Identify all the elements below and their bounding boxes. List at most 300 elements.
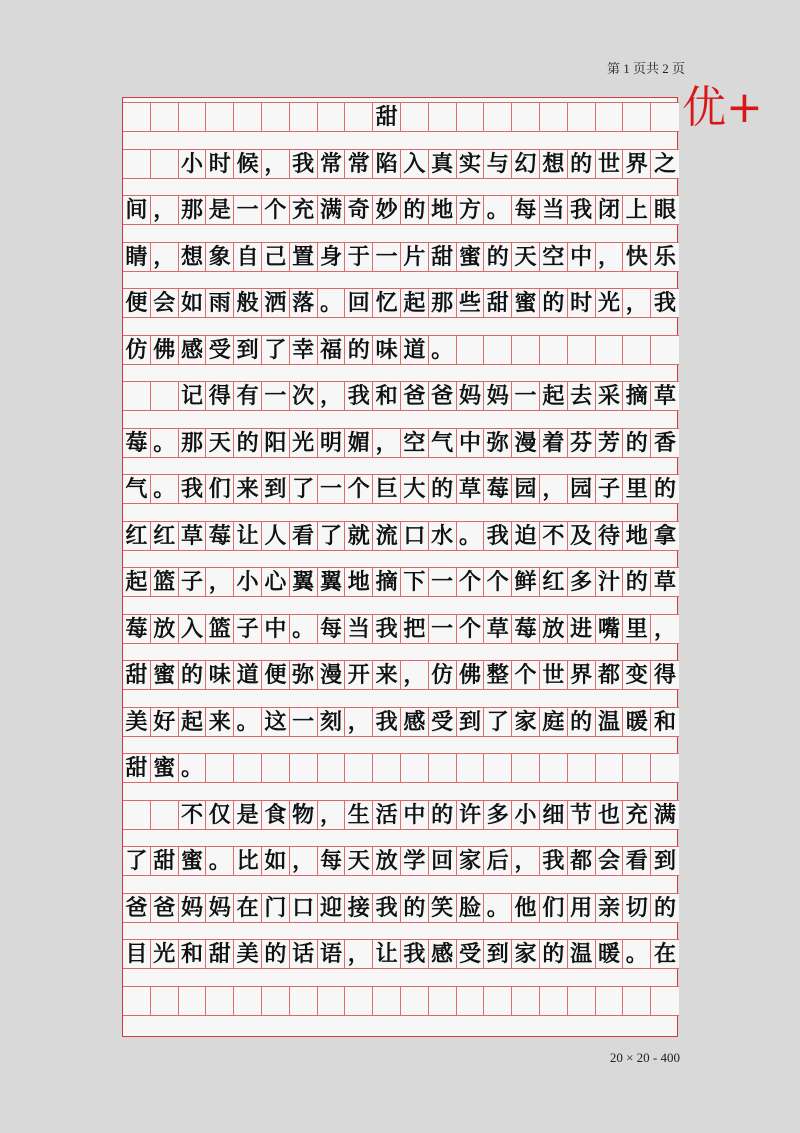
grid-cell: 空 bbox=[540, 243, 568, 271]
grid-cell: 漫 bbox=[318, 661, 346, 689]
grid-cell: 一 bbox=[429, 568, 457, 596]
grid-cell: 。 bbox=[623, 940, 651, 968]
grid-cell: 口 bbox=[401, 522, 429, 550]
grid-cell: 草 bbox=[457, 475, 485, 503]
grid-cell: 个 bbox=[457, 568, 485, 596]
grid-cell: 充 bbox=[623, 801, 651, 829]
grid-cell: 身 bbox=[318, 243, 346, 271]
grid-cell bbox=[234, 103, 262, 131]
grid-cell: 。 bbox=[290, 615, 318, 643]
grid-row bbox=[123, 288, 679, 318]
grid-cell: 园 bbox=[512, 475, 540, 503]
grid-cell: 爸 bbox=[429, 382, 457, 410]
grid-cell bbox=[206, 754, 234, 782]
grid-cell: 个 bbox=[512, 661, 540, 689]
grid-cell: 漫 bbox=[512, 429, 540, 457]
grid-cell: 的 bbox=[179, 661, 207, 689]
grid-row bbox=[123, 521, 679, 551]
grid-cell: 。 bbox=[151, 429, 179, 457]
grid-cell: 笑 bbox=[429, 894, 457, 922]
grid-cell: 。 bbox=[484, 196, 512, 224]
grid-cell: 让 bbox=[373, 940, 401, 968]
grid-cell: ， bbox=[512, 847, 540, 875]
grid-cell bbox=[512, 754, 540, 782]
grid-cell bbox=[262, 103, 290, 131]
grid-cell: 水 bbox=[429, 522, 457, 550]
grid-cell: 多 bbox=[568, 568, 596, 596]
grid-cell: 一 bbox=[234, 196, 262, 224]
grid-cell: 食 bbox=[262, 801, 290, 829]
grid-cell bbox=[457, 754, 485, 782]
grid-cell: 仿 bbox=[429, 661, 457, 689]
grid-cell: 门 bbox=[262, 894, 290, 922]
grid-cell: 蜜 bbox=[457, 243, 485, 271]
grid-cell bbox=[401, 754, 429, 782]
grid-cell: 个 bbox=[457, 615, 485, 643]
grid-cell: ， bbox=[540, 475, 568, 503]
grid-cell bbox=[457, 336, 485, 364]
grid-cell: 般 bbox=[234, 289, 262, 317]
grid-cell: 翼 bbox=[318, 568, 346, 596]
grid-cell bbox=[318, 754, 346, 782]
grid-cell: 睛 bbox=[123, 243, 151, 271]
grid-cell: 感 bbox=[401, 708, 429, 736]
grid-cell: 整 bbox=[484, 661, 512, 689]
grid-cell: 的 bbox=[540, 289, 568, 317]
grid-cell: 暖 bbox=[623, 708, 651, 736]
grid-cell: 我 bbox=[568, 196, 596, 224]
grid-cell: 光 bbox=[596, 289, 624, 317]
grid-cell: 里 bbox=[623, 475, 651, 503]
grid-cell: 媚 bbox=[345, 429, 373, 457]
grid-cell: 那 bbox=[179, 429, 207, 457]
grid-cell: 也 bbox=[596, 801, 624, 829]
grid-cell: 光 bbox=[151, 940, 179, 968]
grid-cell: 开 bbox=[345, 661, 373, 689]
grid-cell: 流 bbox=[373, 522, 401, 550]
grid-cell: ， bbox=[151, 243, 179, 271]
grid-cell: 草 bbox=[484, 615, 512, 643]
grid-cell: 都 bbox=[596, 661, 624, 689]
grid-cell: ， bbox=[596, 243, 624, 271]
grid-cell: 一 bbox=[262, 382, 290, 410]
grid-cell bbox=[345, 754, 373, 782]
grid-cell: 大 bbox=[401, 475, 429, 503]
grid-cell: 福 bbox=[318, 336, 346, 364]
grid-row bbox=[123, 474, 679, 504]
grid-cell: 妈 bbox=[484, 382, 512, 410]
grid-cell: 切 bbox=[623, 894, 651, 922]
grid-cell: 在 bbox=[234, 894, 262, 922]
grid-cell: 摘 bbox=[373, 568, 401, 596]
grid-cell: 。 bbox=[151, 475, 179, 503]
grid-cell: 味 bbox=[373, 336, 401, 364]
grid-cell: 着 bbox=[540, 429, 568, 457]
grid-cell: ， bbox=[262, 150, 290, 178]
grid-cell: 一 bbox=[290, 708, 318, 736]
grid-cell: 便 bbox=[123, 289, 151, 317]
grid-cell: 些 bbox=[457, 289, 485, 317]
grid-cell: 中 bbox=[457, 429, 485, 457]
grid-cell: ， bbox=[206, 568, 234, 596]
grid-cell: 仿 bbox=[123, 336, 151, 364]
grid-cell: 园 bbox=[568, 475, 596, 503]
grid-cell: 一 bbox=[429, 615, 457, 643]
grid-cell: 入 bbox=[179, 615, 207, 643]
grid-cell bbox=[568, 103, 596, 131]
grid-cell bbox=[151, 382, 179, 410]
grid-cell bbox=[596, 754, 624, 782]
grid-cell: 妈 bbox=[457, 382, 485, 410]
grid-cell: 回 bbox=[345, 289, 373, 317]
grid-cell: 甜 bbox=[429, 243, 457, 271]
grid-cell bbox=[512, 103, 540, 131]
grid-cell: 温 bbox=[568, 940, 596, 968]
grid-cell bbox=[651, 754, 679, 782]
grid-cell: 地 bbox=[429, 196, 457, 224]
grid-row bbox=[123, 195, 679, 225]
grid-cell: 红 bbox=[540, 568, 568, 596]
grid-cell: 的 bbox=[568, 708, 596, 736]
grid-cell: 们 bbox=[540, 894, 568, 922]
grid-cell: 嘴 bbox=[596, 615, 624, 643]
grid-cell: 都 bbox=[568, 847, 596, 875]
grid-cell: 来 bbox=[206, 708, 234, 736]
grid-cell: 了 bbox=[123, 847, 151, 875]
grid-cell: 物 bbox=[290, 801, 318, 829]
grid-cell bbox=[568, 754, 596, 782]
grid-cell: 中 bbox=[401, 801, 429, 829]
grid-cell: 摘 bbox=[623, 382, 651, 410]
grid-cell: 回 bbox=[429, 847, 457, 875]
grid-cell: 去 bbox=[568, 382, 596, 410]
grid-cell bbox=[457, 987, 485, 1015]
grid-cell: 人 bbox=[262, 522, 290, 550]
grid-cell: 实 bbox=[457, 150, 485, 178]
grid-cell: 候 bbox=[234, 150, 262, 178]
grid-cell bbox=[290, 987, 318, 1015]
grid-cell: 。 bbox=[206, 847, 234, 875]
grid-cell: 天 bbox=[206, 429, 234, 457]
grid-cell: 活 bbox=[373, 801, 401, 829]
grid-cell: 入 bbox=[401, 150, 429, 178]
grid-cell: 我 bbox=[401, 940, 429, 968]
title-row bbox=[123, 102, 679, 132]
grid-cell: ， bbox=[290, 847, 318, 875]
grid-cell: 起 bbox=[179, 708, 207, 736]
grid-cell: 气 bbox=[123, 475, 151, 503]
grid-cell: 温 bbox=[596, 708, 624, 736]
grid-cell bbox=[401, 987, 429, 1015]
grid-cell: 的 bbox=[429, 475, 457, 503]
grid-cell bbox=[373, 754, 401, 782]
grid-cell: 庭 bbox=[540, 708, 568, 736]
grid-cell bbox=[596, 336, 624, 364]
grid-cell: 常 bbox=[318, 150, 346, 178]
grid-cell: 的 bbox=[429, 801, 457, 829]
grid-cell: 待 bbox=[596, 522, 624, 550]
grid-cell: 阳 bbox=[262, 429, 290, 457]
grid-cell: 生 bbox=[345, 801, 373, 829]
grid-cell: 会 bbox=[596, 847, 624, 875]
grid-cell bbox=[318, 987, 346, 1015]
grid-cell: 感 bbox=[429, 940, 457, 968]
grid-cell: 个 bbox=[345, 475, 373, 503]
grid-cell: 忆 bbox=[373, 289, 401, 317]
grid-cell: 天 bbox=[345, 847, 373, 875]
grid-cell: 美 bbox=[234, 940, 262, 968]
grid-cell: 我 bbox=[290, 150, 318, 178]
grid-cell bbox=[401, 103, 429, 131]
grid-cell: 的 bbox=[401, 196, 429, 224]
grid-cell: 他 bbox=[512, 894, 540, 922]
composition-grid bbox=[122, 97, 678, 1037]
grid-cell: 爸 bbox=[401, 382, 429, 410]
grid-cell bbox=[651, 103, 679, 131]
grid-cell: 语 bbox=[318, 940, 346, 968]
grid-cell: 莓 bbox=[512, 615, 540, 643]
grid-cell: 气 bbox=[429, 429, 457, 457]
grid-cell bbox=[373, 987, 401, 1015]
grid-cell: 世 bbox=[596, 150, 624, 178]
grid-cell: 界 bbox=[568, 661, 596, 689]
grid-cell: ， bbox=[318, 801, 346, 829]
grid-cell bbox=[123, 801, 151, 829]
grid-cell: ， bbox=[654, 615, 677, 642]
grid-cell: 我 bbox=[345, 382, 373, 410]
grid-cell bbox=[318, 103, 346, 131]
grid-cell: 子 bbox=[179, 568, 207, 596]
grid-cell: 到 bbox=[654, 848, 677, 874]
grid-cell: 甜 bbox=[151, 847, 179, 875]
grid-cell bbox=[151, 103, 179, 131]
grid-cell: 一 bbox=[318, 475, 346, 503]
grid-cell: 甜 bbox=[484, 289, 512, 317]
grid-cell: 的 bbox=[345, 336, 373, 364]
grid-cell: 一 bbox=[512, 382, 540, 410]
grid-row bbox=[123, 800, 679, 830]
grid-cell: 每 bbox=[512, 196, 540, 224]
grid-cell: 界 bbox=[623, 150, 651, 178]
grid-cell: 想 bbox=[179, 243, 207, 271]
grid-cell: 把 bbox=[401, 615, 429, 643]
grid-cell: 。 bbox=[234, 708, 262, 736]
grid-cell: 目 bbox=[123, 940, 151, 968]
grid-cell: 鲜 bbox=[512, 568, 540, 596]
grid-cell: 时 bbox=[206, 150, 234, 178]
grid-cell: 的 bbox=[623, 568, 651, 596]
grid-cell: 节 bbox=[568, 801, 596, 829]
grid-row bbox=[123, 707, 679, 737]
grid-cell: 草 bbox=[654, 569, 677, 595]
grid-cell: 会 bbox=[151, 289, 179, 317]
grid-cell bbox=[234, 987, 262, 1015]
grid-cell: 暖 bbox=[596, 940, 624, 968]
grid-cell bbox=[540, 336, 568, 364]
grid-cell bbox=[512, 336, 540, 364]
grid-cell: 小 bbox=[179, 150, 207, 178]
grid-cell bbox=[151, 150, 179, 178]
grid-cell: 子 bbox=[234, 615, 262, 643]
grid-cell: 红 bbox=[151, 522, 179, 550]
grid-cell: 在 bbox=[654, 941, 677, 967]
grid-cell: 来 bbox=[373, 661, 401, 689]
grid-cell: 得 bbox=[654, 662, 677, 688]
grid-cell: 来 bbox=[234, 475, 262, 503]
grid-cell: 脸 bbox=[457, 894, 485, 922]
grid-cell: 置 bbox=[290, 243, 318, 271]
grid-cell: 芬 bbox=[568, 429, 596, 457]
grid-cell: 。 bbox=[457, 522, 485, 550]
grade-mark bbox=[680, 60, 790, 160]
grid-cell: 道 bbox=[401, 336, 429, 364]
grid-cell: 的 bbox=[484, 243, 512, 271]
grid-cell: 的 bbox=[401, 894, 429, 922]
grid-cell: 己 bbox=[262, 243, 290, 271]
grid-cell: 快 bbox=[623, 243, 651, 271]
grid-cell: 方 bbox=[457, 196, 485, 224]
grid-cell: 上 bbox=[623, 196, 651, 224]
grid-cell: 乐 bbox=[654, 243, 677, 270]
grid-cell: 后 bbox=[484, 847, 512, 875]
grid-cell bbox=[206, 987, 234, 1015]
grid-cell: 满 bbox=[654, 801, 677, 828]
grid-cell: 家 bbox=[512, 708, 540, 736]
grid-cell: 的 bbox=[654, 476, 677, 502]
grid-cell: 心 bbox=[262, 568, 290, 596]
grid-cell: 香 bbox=[654, 429, 677, 456]
grid-cell: 雨 bbox=[206, 289, 234, 317]
grid-cell: 学 bbox=[401, 847, 429, 875]
grid-cell: 放 bbox=[540, 615, 568, 643]
grid-cell bbox=[484, 987, 512, 1015]
grid-cell: 中 bbox=[568, 243, 596, 271]
grid-cell: 弥 bbox=[484, 429, 512, 457]
grid-cell: 幸 bbox=[290, 336, 318, 364]
grid-cell: 话 bbox=[290, 940, 318, 968]
grid-cell bbox=[123, 987, 151, 1015]
grid-cell: 到 bbox=[457, 708, 485, 736]
grid-cell bbox=[429, 103, 457, 131]
grid-cell bbox=[179, 103, 207, 131]
grid-cell bbox=[457, 103, 485, 131]
grid-cell: 爸 bbox=[123, 894, 151, 922]
grid-cell: 仅 bbox=[206, 801, 234, 829]
grid-cell: 个 bbox=[484, 568, 512, 596]
grid-cell bbox=[123, 382, 151, 410]
grid-cell: 闭 bbox=[596, 196, 624, 224]
grid-cell: 眼 bbox=[654, 197, 677, 223]
grid-cell: 。 bbox=[179, 754, 207, 782]
grid-cell: 片 bbox=[401, 243, 429, 271]
grid-cell: 们 bbox=[206, 475, 234, 503]
grid-cell: 许 bbox=[457, 801, 485, 829]
grid-cell: 明 bbox=[318, 429, 346, 457]
grid-cell bbox=[151, 801, 179, 829]
grid-cell bbox=[540, 103, 568, 131]
grid-cell: 亲 bbox=[596, 894, 624, 922]
grid-cell: 和 bbox=[179, 940, 207, 968]
grid-cell: 常 bbox=[345, 150, 373, 178]
grid-cell: 次 bbox=[290, 382, 318, 410]
grid-cell: 。 bbox=[318, 289, 346, 317]
grid-cell: 草 bbox=[654, 383, 677, 409]
grid-cell bbox=[151, 987, 179, 1015]
grid-cell: 的 bbox=[654, 894, 677, 921]
grid-cell: 甜 bbox=[123, 661, 151, 689]
grid-cell: 便 bbox=[262, 661, 290, 689]
grid-cell: 想 bbox=[540, 150, 568, 178]
grid-cell: 受 bbox=[206, 336, 234, 364]
grid-cell: 弥 bbox=[290, 661, 318, 689]
grid-cell: ， bbox=[373, 429, 401, 457]
grid-cell: 拿 bbox=[654, 522, 677, 549]
grid-cell: 与 bbox=[484, 150, 512, 178]
grid-cell: 的 bbox=[234, 429, 262, 457]
grid-cell: 陷 bbox=[373, 150, 401, 178]
grid-cell: 起 bbox=[123, 568, 151, 596]
grid-cell: 落 bbox=[290, 289, 318, 317]
grid-cell bbox=[290, 103, 318, 131]
grid-cell: 用 bbox=[568, 894, 596, 922]
grid-cell bbox=[262, 987, 290, 1015]
grid-cell: 每 bbox=[318, 615, 346, 643]
grid-row bbox=[123, 846, 679, 876]
grid-cell: 这 bbox=[262, 708, 290, 736]
grid-cell: 让 bbox=[234, 522, 262, 550]
grid-cell: 当 bbox=[540, 196, 568, 224]
grid-cell: 甜 bbox=[206, 940, 234, 968]
grid-cell: 幻 bbox=[512, 150, 540, 178]
grid-cell: 莓 bbox=[123, 615, 151, 643]
grid-cell: 里 bbox=[623, 615, 651, 643]
grid-cell: 莓 bbox=[484, 475, 512, 503]
grid-cell: 刻 bbox=[318, 708, 346, 736]
grid-cell: 地 bbox=[345, 568, 373, 596]
grid-cell: 满 bbox=[318, 196, 346, 224]
grid-cell: 妙 bbox=[373, 196, 401, 224]
grid-cell: 妈 bbox=[206, 894, 234, 922]
grid-cell: 到 bbox=[234, 336, 262, 364]
grid-cell: 翼 bbox=[290, 568, 318, 596]
grid-cell: 蜜 bbox=[151, 754, 179, 782]
grid-cell: 真 bbox=[429, 150, 457, 178]
grid-cell: 天 bbox=[512, 243, 540, 271]
grid-cell bbox=[540, 987, 568, 1015]
grid-cell: 蜜 bbox=[179, 847, 207, 875]
grid-cell bbox=[262, 754, 290, 782]
grid-cell: 子 bbox=[596, 475, 624, 503]
grid-cell: 之 bbox=[654, 150, 677, 177]
grid-cell bbox=[123, 103, 151, 131]
grid-cell: 是 bbox=[206, 196, 234, 224]
grid-cell: 了 bbox=[484, 708, 512, 736]
grid-cell bbox=[484, 103, 512, 131]
grid-cell bbox=[540, 754, 568, 782]
grid-cell: 接 bbox=[345, 894, 373, 922]
grid-cell: 好 bbox=[151, 708, 179, 736]
grid-cell: 蜜 bbox=[512, 289, 540, 317]
grid-cell: 放 bbox=[373, 847, 401, 875]
grid-cell bbox=[206, 103, 234, 131]
grid-cell: 甜 bbox=[123, 754, 151, 782]
grid-row bbox=[123, 893, 679, 923]
grid-cell bbox=[651, 987, 679, 1015]
grid-cell: 到 bbox=[262, 475, 290, 503]
grid-cell bbox=[484, 336, 512, 364]
grid-cell: 就 bbox=[345, 522, 373, 550]
grid-cell: 于 bbox=[345, 243, 373, 271]
